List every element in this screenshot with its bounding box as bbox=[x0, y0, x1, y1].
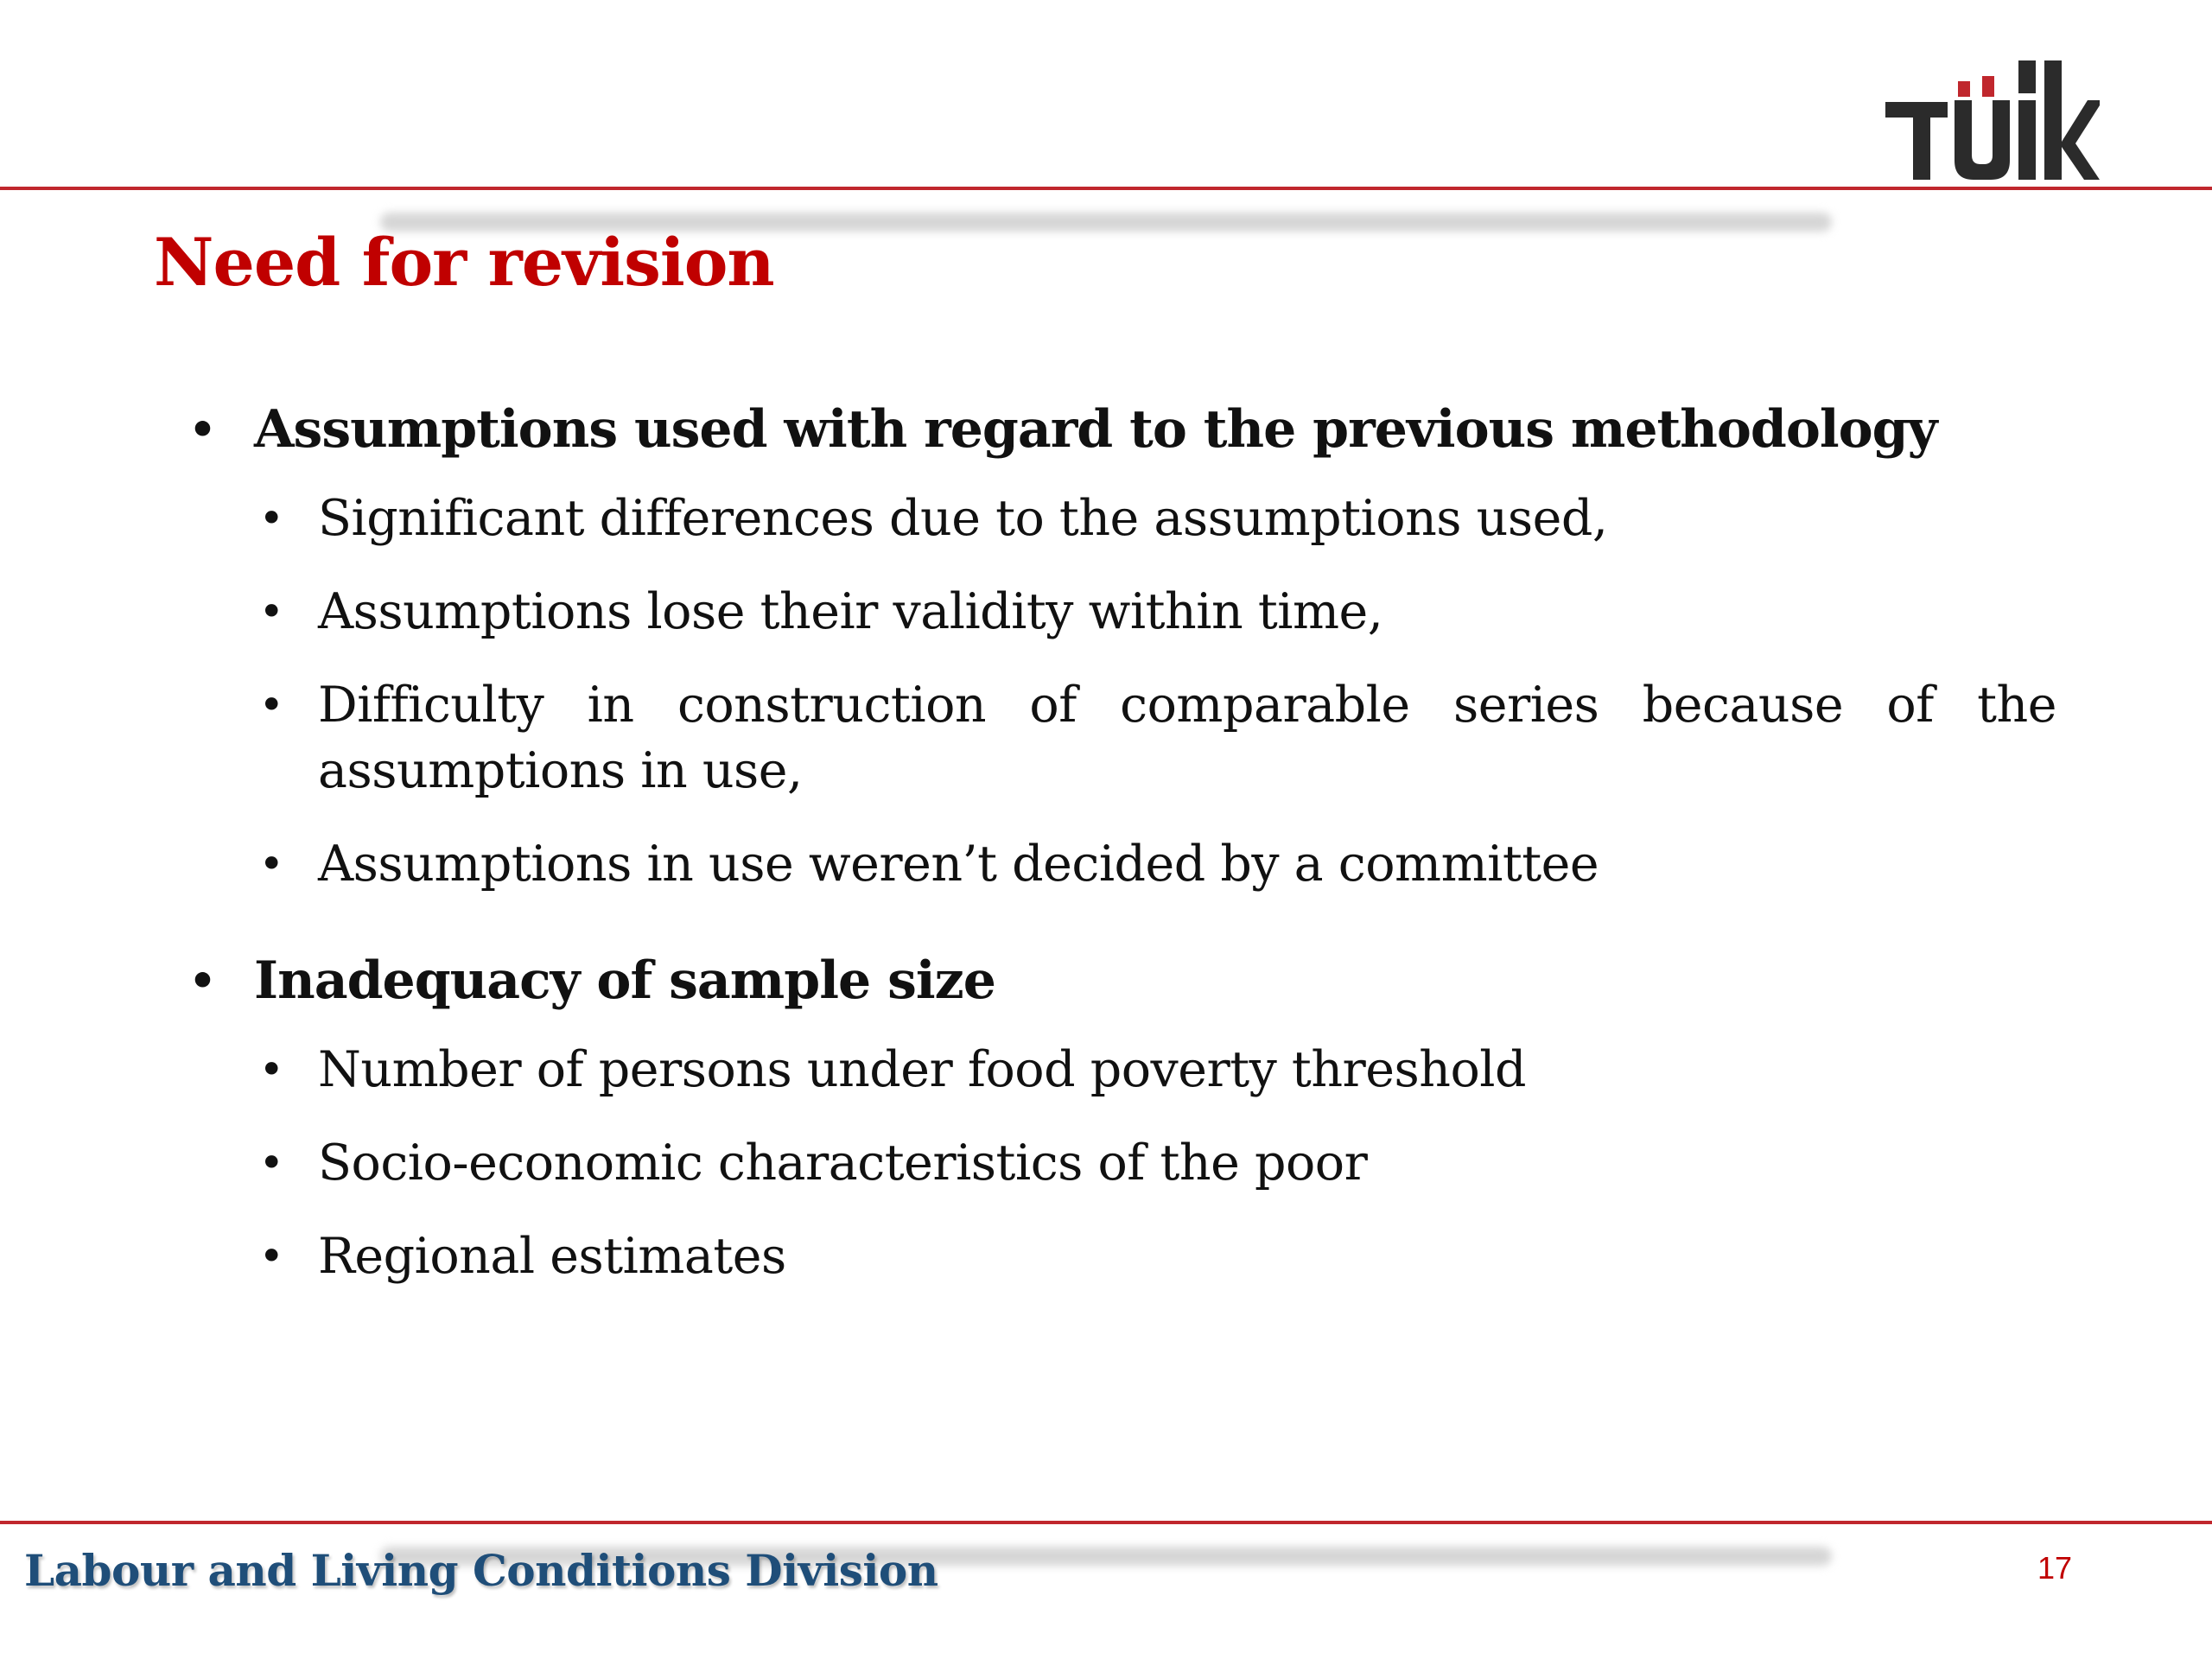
bullet-section bbox=[181, 947, 2056, 1289]
list-item bbox=[254, 1130, 2056, 1196]
bullet-icon: • bbox=[258, 587, 284, 637]
bullet-icon: • bbox=[188, 404, 216, 454]
list-item bbox=[254, 831, 2056, 897]
list-item bbox=[254, 1224, 2056, 1289]
sub-bullet-list bbox=[181, 486, 2056, 897]
bullet-icon: • bbox=[188, 955, 216, 1006]
section-heading-text: Assumptions used with regard to the previous methodology bbox=[254, 399, 1937, 460]
page-number: 17 bbox=[2037, 1550, 2073, 1586]
bullet-icon: • bbox=[258, 839, 284, 889]
list-item bbox=[254, 672, 2056, 804]
bullet-icon: • bbox=[258, 1138, 284, 1188]
section-heading bbox=[181, 396, 2056, 463]
footer-rule bbox=[0, 1521, 2212, 1524]
list-item bbox=[254, 1037, 2056, 1103]
list-item-text: Socio-economic characteristics of the poor bbox=[318, 1135, 1368, 1192]
bullet-icon: • bbox=[258, 493, 284, 543]
list-item-text: Assumptions in use weren’t decided by a committee bbox=[318, 836, 1599, 893]
slide-title: Need for revision bbox=[154, 224, 774, 301]
tuik-logo bbox=[1884, 57, 2100, 183]
list-item-text: Significant differences due to the assumptions used, bbox=[318, 490, 1608, 547]
sub-bullet-list bbox=[181, 1037, 2056, 1289]
section-heading-text: Inadequacy of sample size bbox=[254, 950, 995, 1011]
list-item-text: Assumptions lose their validity within time, bbox=[318, 583, 1383, 640]
section-heading bbox=[181, 947, 2056, 1014]
list-item-text: Difficulty in construction of comparable series because of the assumptions in use, bbox=[318, 677, 2056, 799]
list-item bbox=[254, 486, 2056, 551]
list-item bbox=[254, 579, 2056, 645]
list-item-text: Regional estimates bbox=[318, 1228, 786, 1285]
bullet-section bbox=[181, 396, 2056, 897]
bullet-icon: • bbox=[258, 680, 284, 730]
bullet-icon: • bbox=[258, 1231, 284, 1281]
header-rule bbox=[0, 187, 2212, 190]
list-item-text: Number of persons under food poverty threshold bbox=[318, 1041, 1527, 1098]
slide-content bbox=[181, 396, 2056, 1317]
bullet-icon: • bbox=[258, 1045, 284, 1095]
footer-division-label: Labour and Living Conditions Division bbox=[24, 1545, 938, 1596]
